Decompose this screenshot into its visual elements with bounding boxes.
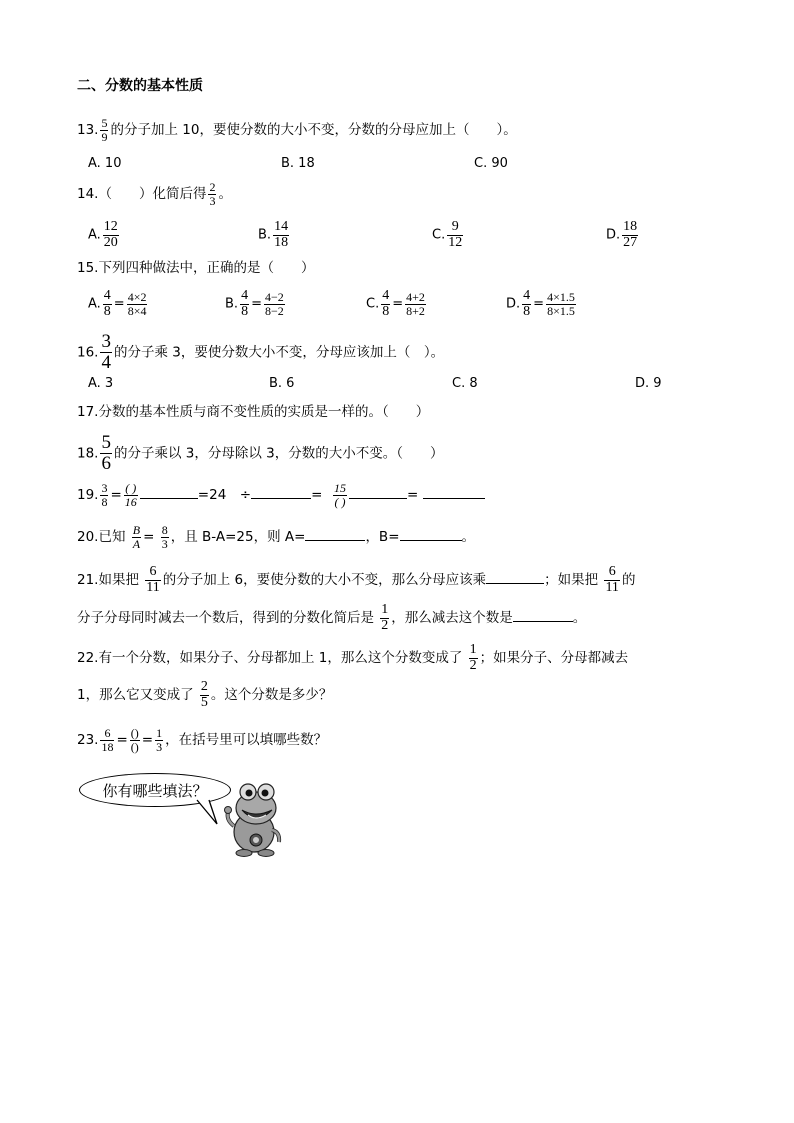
question-23: 23. $\frac{6}{18}$ = $\frac{()}{()}$ = $\frac{1}{3}$ ，在括号里可以填哪些数？	[77, 726, 328, 754]
answer-blank	[251, 486, 311, 499]
fraction: $\frac{5}{6}$	[101, 432, 111, 474]
question-17: 17.分数的基本性质与商不变性质的实质是一样的。（ ）	[77, 404, 430, 420]
question-13	[77, 117, 517, 143]
speech-tail-icon	[195, 798, 225, 828]
option-b: B. 6	[269, 376, 295, 391]
question-21: 21.如果把 $\frac{6}{11}$ 的分子加上 6，要使分数的大小不变，那么分母应该乘 ；如果把 $\frac{6}{11}$ 的	[77, 564, 636, 595]
section-title: 二、分数的基本性质	[77, 78, 203, 94]
question-21-line2: 分子分母同时减去一个数后，得到的分数化简后是 $\frac{1}{2}$ ，那么减去这个数是 。	[77, 602, 587, 633]
question-number: 13.	[77, 122, 99, 139]
question-text: 14.（ ）化简后得	[77, 186, 207, 203]
option-b: B. $\frac{4}{8}$ = $\frac{4-2}{8-2}$	[225, 288, 284, 319]
frog-mascot-icon	[222, 780, 284, 858]
option-c: C. 8	[452, 376, 478, 391]
answer-blank	[305, 528, 365, 541]
option-a: A. $\frac{4}{8}$ = $\frac{4\times 2}{8\times 4}$	[88, 288, 147, 319]
option-d: D. $\frac{4}{8}$ = $\frac{4\times 1.5}{8\times 1.5}$	[506, 288, 575, 319]
fraction: $\frac{2}{3}$	[209, 180, 216, 208]
fraction: $\frac{18}{27}$	[623, 219, 638, 250]
option-c: C. 90	[474, 156, 508, 171]
option-c: C. $\frac{9}{12}$	[432, 219, 463, 250]
question-text: 的分子加上 10，要使分数的大小不变，分数的分母应加上（ ）。	[110, 122, 517, 139]
option-a: A. 10	[88, 156, 122, 171]
fraction: $\frac{14}{18}$	[274, 219, 289, 250]
fraction: $\frac{12}{20}$	[103, 219, 118, 250]
speech-bubble-text: 你有哪些填法？	[102, 781, 208, 800]
fraction: $\frac{9}{12}$	[448, 219, 463, 250]
question-14: 14.（ ）化简后得 $\frac{2}{3}$ 。	[77, 180, 232, 208]
question-16: 16. $\frac{3}{4}$ 的分子乘 3，要使分数大小不变，分母应该加上（ ）。	[77, 331, 445, 373]
fraction: $\frac{3}{4}$	[101, 331, 111, 373]
fraction: $\frac{5}{9}$	[101, 116, 108, 144]
question-15: 15.下列四种做法中，正确的是（ ）	[77, 260, 315, 276]
option-a: A. 3	[88, 376, 114, 391]
answer-blank	[400, 528, 462, 541]
question-22: 22.有一个分数，如果分子、分母都加上 1，那么这个分数变成了 $\frac{1}{2}$ ；如果分子、分母都减去	[77, 642, 629, 673]
answer-blank	[486, 571, 544, 584]
option-c: C. $\frac{4}{8}$ = $\frac{4+2}{8+2}$	[366, 288, 425, 319]
answer-blank	[140, 486, 198, 499]
option-b: B. 18	[281, 156, 315, 171]
option-d: D. 9	[635, 376, 662, 391]
question-20: 20.已知 $\frac{B}{A}$ = $\frac{8}{3}$ ，且 B-A=25，则 A= ，B= 。	[77, 523, 476, 551]
answer-blank	[349, 486, 407, 499]
answer-blank	[513, 609, 573, 622]
option-a: A. $\frac{12}{20}$	[88, 219, 118, 250]
question-22-line2: 1，那么它又变成了 $\frac{2}{5}$ 。这个分数是多少？	[77, 679, 333, 710]
option-d: D. $\frac{18}{27}$	[606, 219, 638, 250]
answer-blank	[423, 486, 485, 499]
question-18: 18. $\frac{5}{6}$ 的分子乘以 3，分母除以 3，分数的大小不变。（ ）	[77, 432, 444, 474]
question-19: 19. $\frac{3}{8}$ = $\frac{( )}{16}$ =24 ÷ = $\frac{15}{( )}$ =	[77, 482, 485, 508]
option-b: B. $\frac{14}{18}$	[258, 219, 289, 250]
